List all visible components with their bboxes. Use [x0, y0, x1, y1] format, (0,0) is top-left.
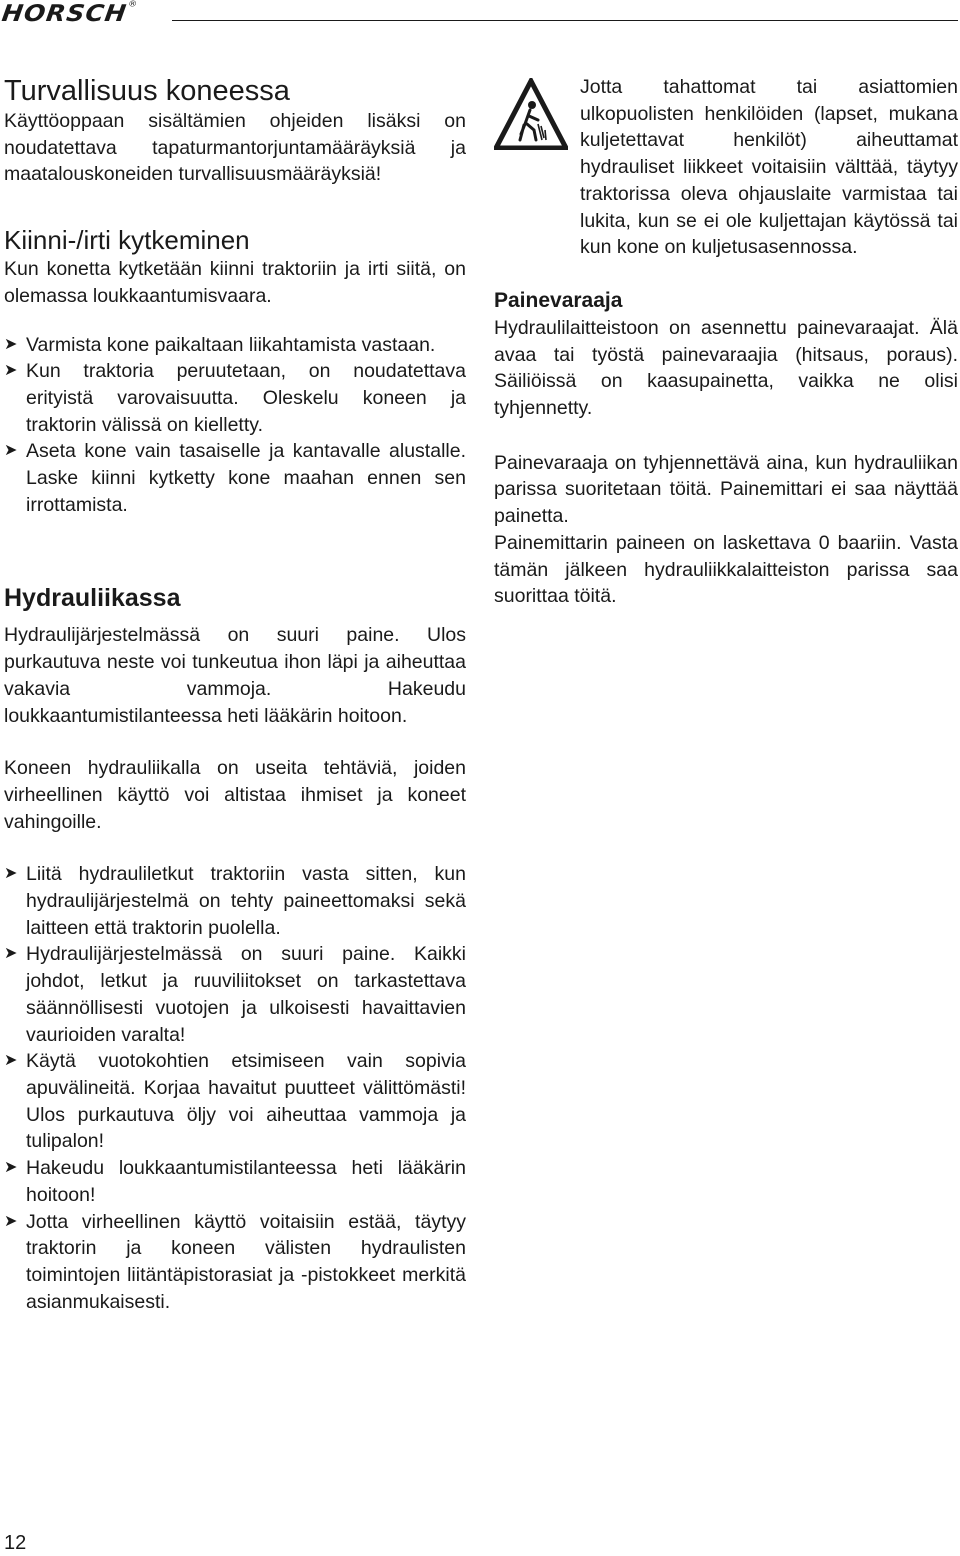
- list-item: ➤ Aseta kone vain tasaiselle ja kantavalle alustalle. Laske kiinni kytketty kone maahan ennen sen irrottamista.: [4, 440, 466, 516]
- hydraulics-bullet-list: [4, 861, 466, 1315]
- page-header: [0, 0, 960, 30]
- arrow-bullet-icon: ➤: [4, 865, 18, 883]
- page-number: 12: [4, 1532, 27, 1554]
- left-column: [4, 74, 466, 1315]
- header-rule: [172, 20, 958, 21]
- section-title-safety: Turvallisuus koneessa: [4, 75, 290, 107]
- safety-body: Käyttöoppaan sisältämien ohjeiden lisäksi on noudatettava tapaturmantorjuntamääräyksiä ja maatalouskoneiden turvallisuusmääräyksiä!: [4, 110, 466, 186]
- arrow-bullet-icon: ➤: [4, 335, 18, 353]
- coupling-bullet-list: [4, 332, 466, 519]
- warning-block: [494, 74, 958, 261]
- list-item: ➤ Jotta virheellinen käyttö voitaisiin estää, täytyy traktorin ja koneen välisten hydraulisten toimintojen liitäntäpistorasiat ja -pistokkeet merkitä asianmukaisesti.: [4, 1210, 466, 1313]
- arrow-bullet-icon: ➤: [4, 1052, 18, 1070]
- brand-logo: [0, 0, 138, 27]
- section-title-accumulator: Painevaraaja: [494, 288, 623, 312]
- section-title-hydraulics: Hydrauliikassa: [4, 584, 181, 613]
- warning-text: Jotta tahattomat tai asiattomien ulkopuolisten henkilöiden (lapset, mukana kuljetettavat henkilöt) aiheuttamat hydrauliset liikkeet voitaisiin välttää, täytyy traktorissa oleva ohjauslaite varmistaa tai lukita, kun se ei ole kuljettajan käytössä tai kun kone on kuljetusasennossa.: [580, 76, 958, 259]
- list-item: ➤ Käytä vuotokohtien etsimiseen vain sopivia apuvälineitä. Korjaa havaitut puutteet välittömästi! Ulos purkautuva öljy voi aiheuttaa vammoja ja tulipalon!: [4, 1050, 466, 1153]
- hydraulics-body-2: Koneen hydrauliikalla on useita tehtäviä, joiden virheellinen käyttö voi altistaa ihmiset ja koneet vahingoille.: [4, 757, 466, 833]
- list-item: ➤ Hydraulijärjestelmässä on suuri paine. Kaikki johdot, letkut ja ruuviliitokset on tarkastettava säännöllisesti vuotojen ja ulkoisesti havaittavien vaurioiden varalta!: [4, 943, 466, 1046]
- accumulator-body-2: Painevaraaja on tyhjennettävä aina, kun hydrauliikan parissa suoritetaan töitä. Painemittari ei saa näyttää painetta.: [494, 451, 958, 528]
- right-column: [494, 74, 958, 610]
- hydraulics-body-1: Hydraulijärjestelmässä on suuri paine. Ulos purkautuva neste voi tunkeutua ihon läpi ja aiheuttaa vakavia vammoja. Hakeudu loukkaantumistilanteessa heti lääkärin hoitoon.: [4, 624, 466, 727]
- accumulator-body-3: Painemittarin paineen on laskettava 0 baariin. Vasta tämän jälkeen hydrauliikkalaitteiston parissa saa suorittaa töitä.: [494, 531, 958, 608]
- list-item: ➤ Liitä hydrauliletkut traktoriin vasta sitten, kun hydraulijärjestelmä on tehty paineettomaksi sekä laitteen että traktorin puolella.: [4, 863, 466, 939]
- arrow-bullet-icon: ➤: [4, 442, 18, 460]
- arrow-bullet-icon: ➤: [4, 1159, 18, 1177]
- list-item: ➤ Varmista kone paikaltaan liikahtamista vastaan.: [4, 332, 466, 359]
- section-title-coupling: Kiinni-/irti kytkeminen: [4, 225, 250, 256]
- arrow-bullet-icon: ➤: [4, 1212, 18, 1230]
- accumulator-body-1: Hydraulilaitteistoon on asennettu painevaraajat. Älä avaa tai työstä painevaraajia (hitsaus, poraus). Säiliöissä on kaasupainetta, vaikka ne olisi tyhjennetty.: [494, 316, 958, 420]
- list-item: ➤ Kun traktoria peruutetaan, on noudatettava erityistä varovaisuutta. Oleskelu koneen ja traktorin välissä on kielletty.: [4, 360, 466, 436]
- coupling-body: Kun konetta kytketään kiinni traktoriin ja irti siitä, on olemassa loukkaantumisvaara.: [4, 258, 466, 307]
- arrow-bullet-icon: ➤: [4, 945, 18, 963]
- warning-triangle-icon: [494, 78, 568, 150]
- registered-mark: ®: [127, 0, 139, 10]
- list-item: ➤ Hakeudu loukkaantumistilanteessa heti lääkärin hoitoon!: [4, 1157, 466, 1206]
- brand-name: HORSCH: [0, 0, 129, 27]
- arrow-bullet-icon: ➤: [4, 362, 18, 380]
